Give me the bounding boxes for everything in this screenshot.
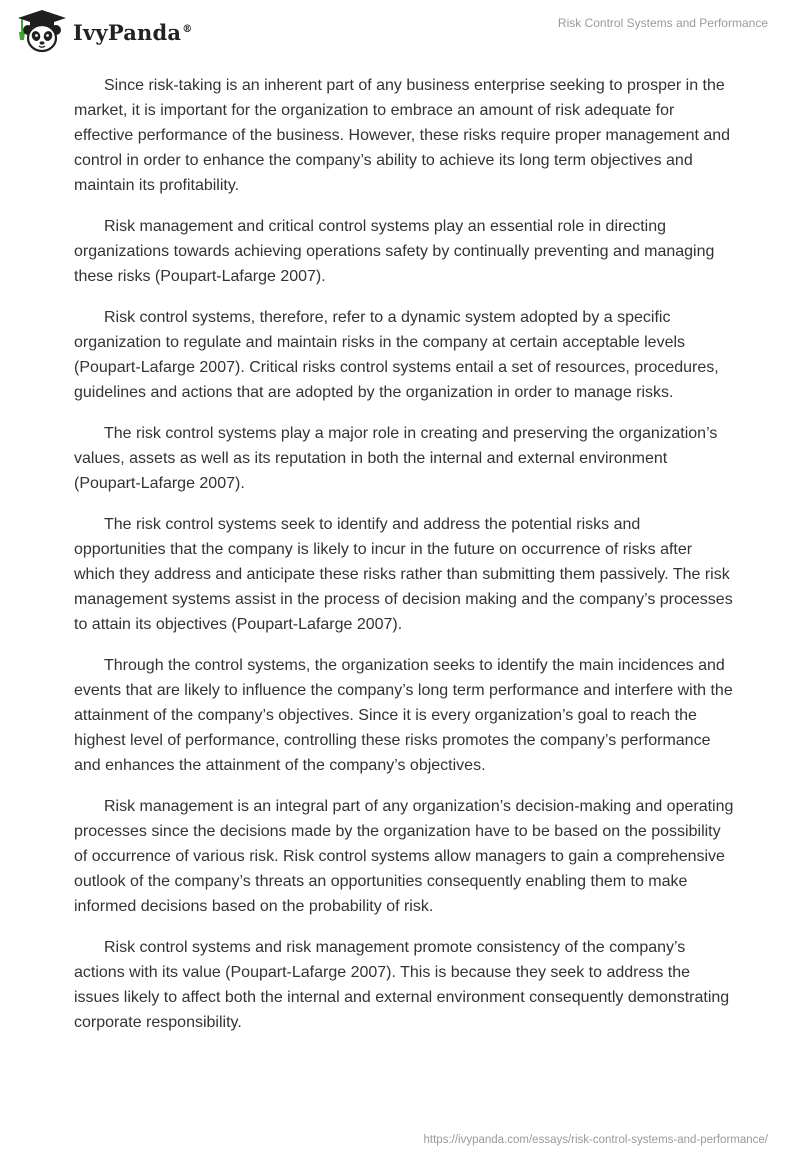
paragraph-4: The risk control systems play a major role in creating and preserving the organization’s values, assets as well as its reputation in both the internal and external environment (Poupart-Lafarge 2007). <box>74 425 718 492</box>
paragraph-5: The risk control systems seek to identify and address the potential risks and opportunities that the company is likely to incur in the future on occurrence of risks after which they address and anticipate these risks rather than submitting them passively. The risk management systems assist in the process of decision making and the company’s processes to attain its objectives (Poupart-Lafarge 2007). <box>74 516 733 633</box>
panda-graduate-logo-icon <box>14 8 70 54</box>
logo-registered-mark: ® <box>182 24 193 35</box>
logo-text: IvyPanda <box>73 20 182 45</box>
paragraph-8: Risk control systems and risk management promote consistency of the company’s actions with its value (Poupart-Lafarge 2007). This is because they seek to address the issues likely to affect both the internal and external environment consequently demonstrating corporate responsibility. <box>74 939 730 1031</box>
page-header <box>0 0 800 60</box>
document-title: Risk Control Systems and Performance <box>557 16 768 30</box>
paragraph-7: Risk management is an integral part of any organization’s decision-making and operating processes since the decisions made by the organization have to be based on the possibility of occurrence of various risk. Risk control systems allow managers to gain a comprehensive outlook of the company’s threats an opportunities consequently enabling them to make informed decisions based on the probability of risk. <box>74 798 734 915</box>
article-body <box>74 73 734 1051</box>
logo-wordmark <box>73 20 192 45</box>
paragraph-2: Risk management and critical control systems play an essential role in directing organizations towards achieving operations safety by continually preventing and managing these risks (Poupart-Lafarge 2007). <box>74 218 715 285</box>
paragraph-1: Since risk-taking is an inherent part of any business enterprise seeking to prosper in the market, it is important for the organization to embrace an amount of risk adequate for effective performance of the business. However, these risks require proper management and control in order to enhance the company’s ability to achieve its long term objectives and maintain its profitability. <box>74 77 731 194</box>
ivypanda-logo[interactable] <box>14 8 193 54</box>
paragraph-6: Through the control systems, the organization seeks to identify the main incidences and events that are likely to influence the company’s long term performance and interfere with the attainment of the company’s objectives. Since it is every organization’s goal to reach the highest level of performance, controlling these risks promotes the company’s performance and enhances the attainment of the company’s objectives. <box>74 657 733 774</box>
paragraph-3: Risk control systems, therefore, refer to a dynamic system adopted by a specific organization to regulate and maintain risks in the company at certain acceptable levels (Poupart-Lafarge 2007). Critical risks control systems entail a set of resources, procedures, guidelines and actions that are adopted by the organization in order to manage risks. <box>74 309 719 401</box>
footer-source-url[interactable]: https://ivypanda.com/essays/risk-control-systems-and-performance/ <box>423 1134 768 1146</box>
